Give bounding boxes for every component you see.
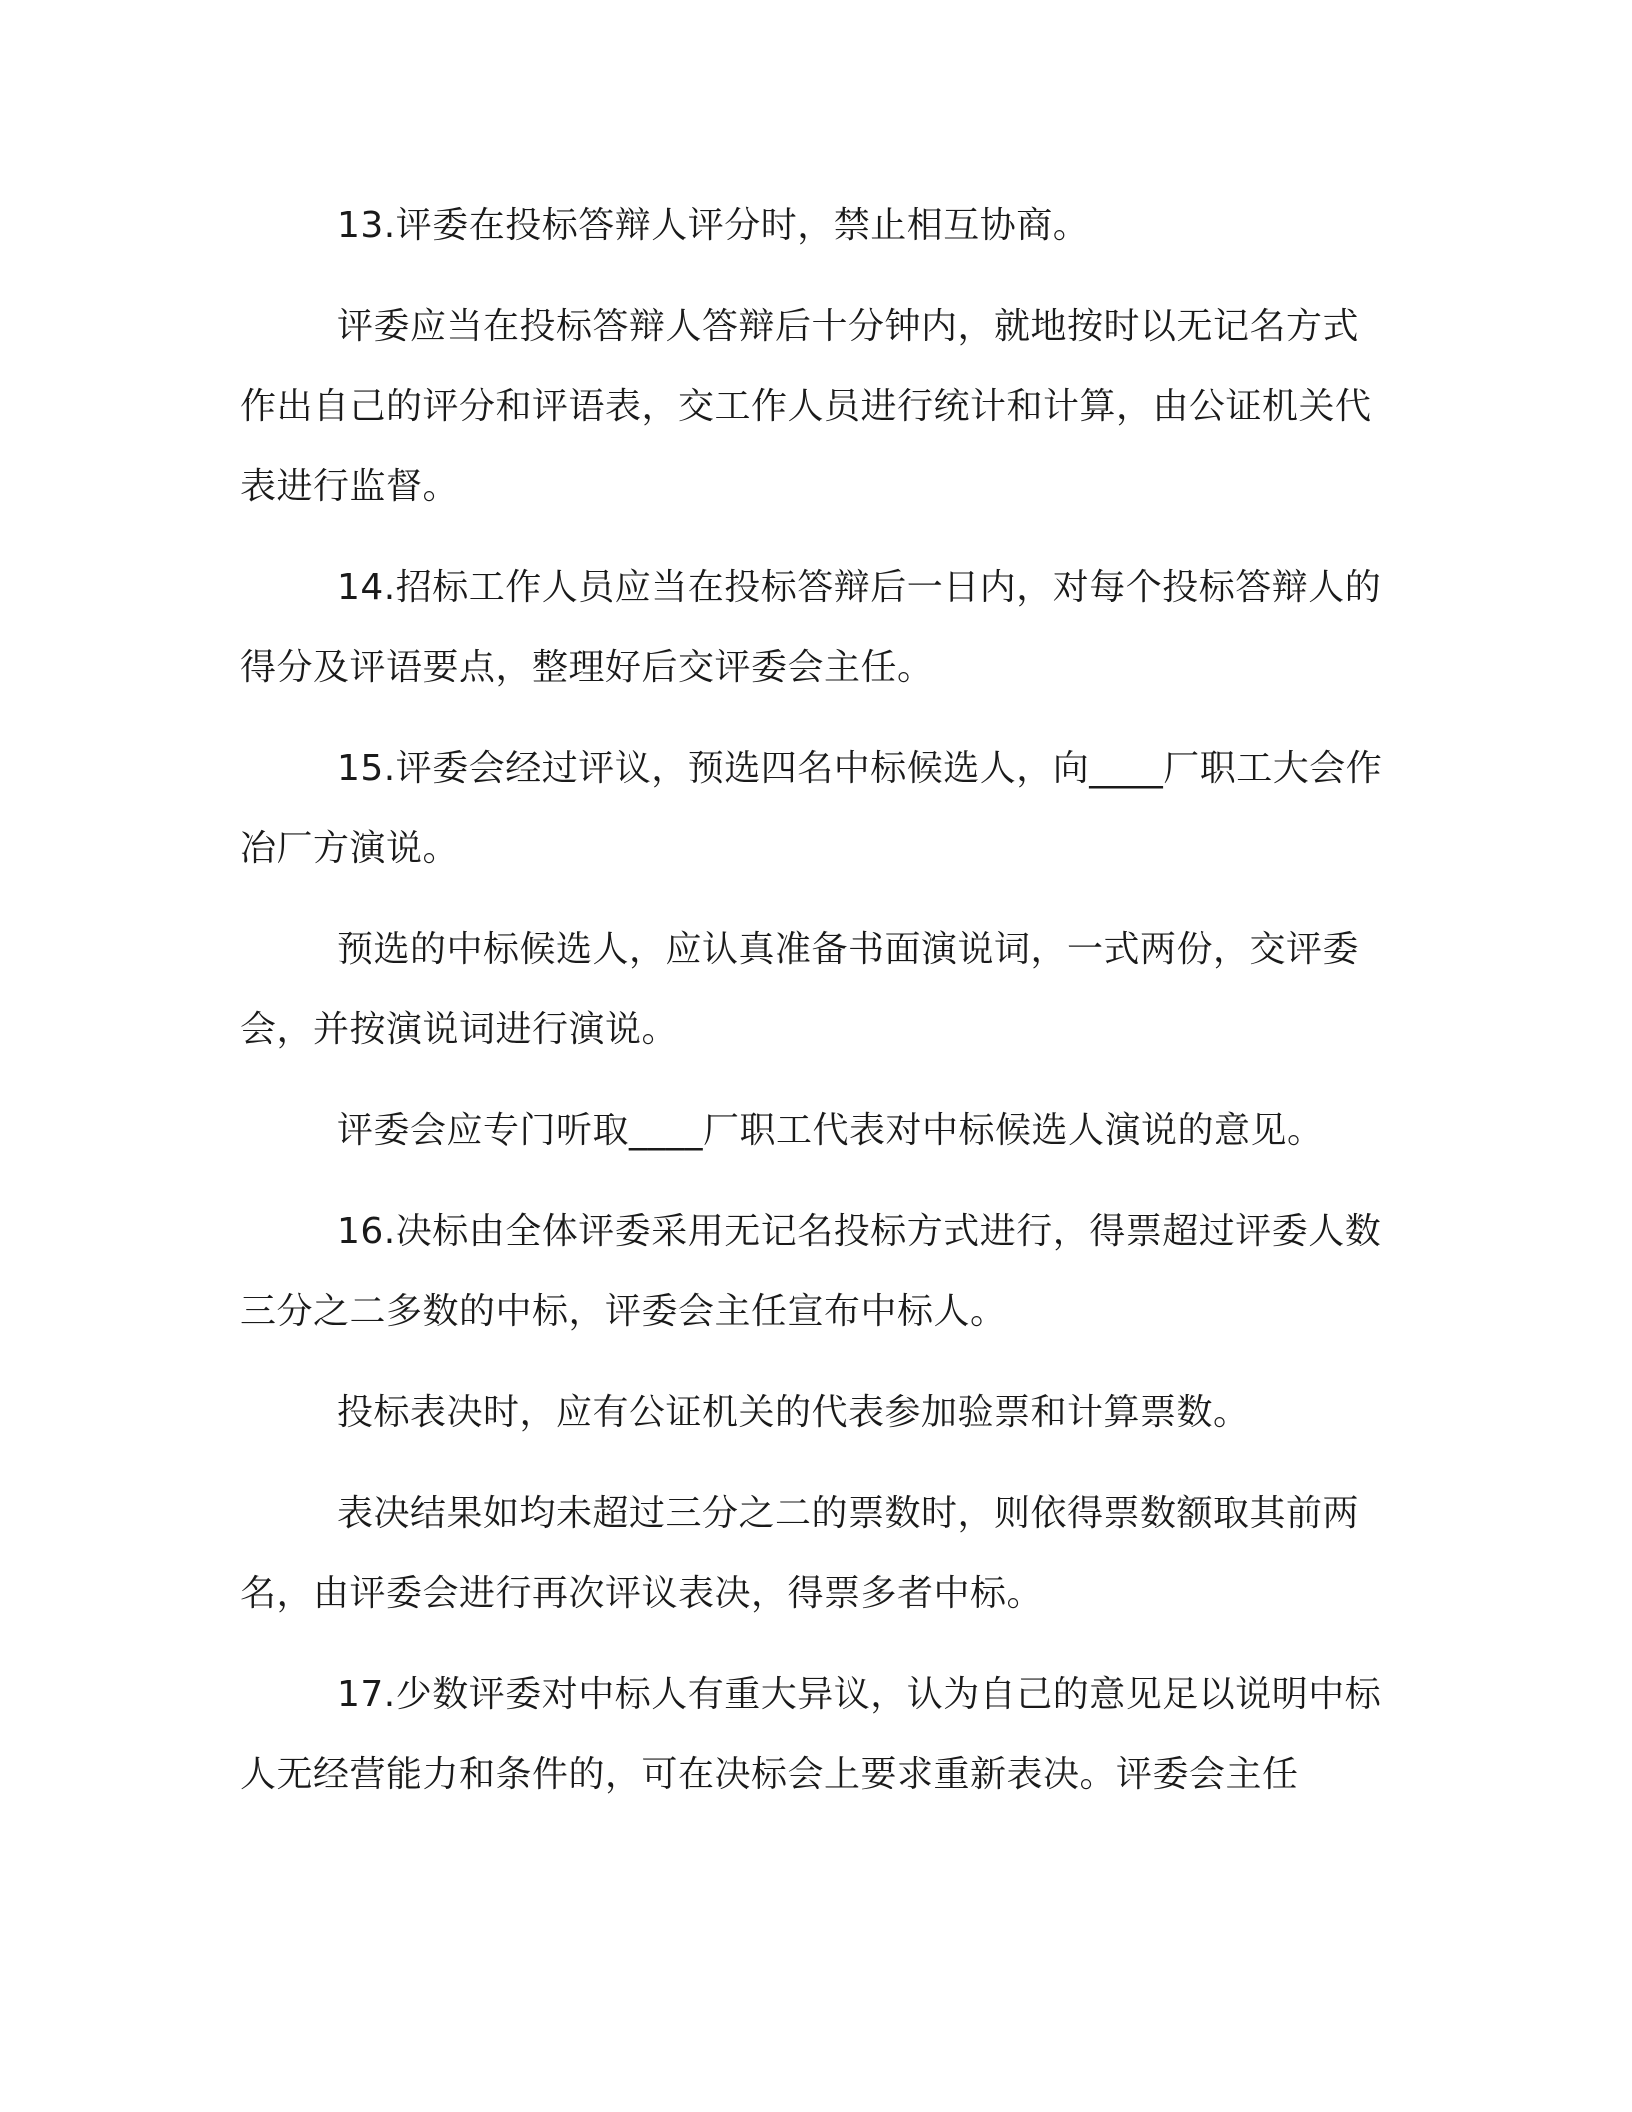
paragraph-staff-opinion: 评委会应专门听取____厂职工代表对中标候选人演说的意见。 bbox=[337, 1110, 1324, 1151]
document-page bbox=[240, 186, 1390, 1836]
paragraph-item-17: 17.少数评委对中标人有重大异议，认为自己的意见足以说明中标人无经营能力和条件的，可在决标会上要求重新表决。评委会主任 bbox=[240, 1674, 1382, 1795]
paragraph-item-13: 13.评委在投标答辩人评分时，禁止相互协商。 bbox=[337, 205, 1090, 246]
paragraph-vote-supervision: 投标表决时，应有公证机关的代表参加验票和计算票数。 bbox=[337, 1392, 1250, 1433]
paragraph-item-16: 16.决标由全体评委采用无记名投标方式进行，得票超过评委人数三分之二多数的中标，评委会主任宣布中标人。 bbox=[240, 1211, 1382, 1332]
paragraph-speech-preparation: 预选的中标候选人，应认真准备书面演说词，一式两份，交评委会，并按演说词进行演说。 bbox=[240, 929, 1360, 1050]
paragraph-revote-rule: 表决结果如均未超过三分之二的票数时，则依得票数额取其前两名，由评委会进行再次评议表决，得票多者中标。 bbox=[240, 1493, 1360, 1614]
paragraph-item-14: 14.招标工作人员应当在投标答辩后一日内，对每个投标答辩人的得分及评语要点，整理好后交评委会主任。 bbox=[240, 567, 1382, 688]
paragraph-item-15: 15.评委会经过评议，预选四名中标候选人，向____厂职工大会作冶厂方演说。 bbox=[240, 748, 1383, 869]
paragraph-scoring-procedure: 评委应当在投标答辩人答辩后十分钟内，就地按时以无记名方式作出自己的评分和评语表，交工作人员进行统计和计算，由公证机关代表进行监督。 bbox=[240, 306, 1372, 507]
